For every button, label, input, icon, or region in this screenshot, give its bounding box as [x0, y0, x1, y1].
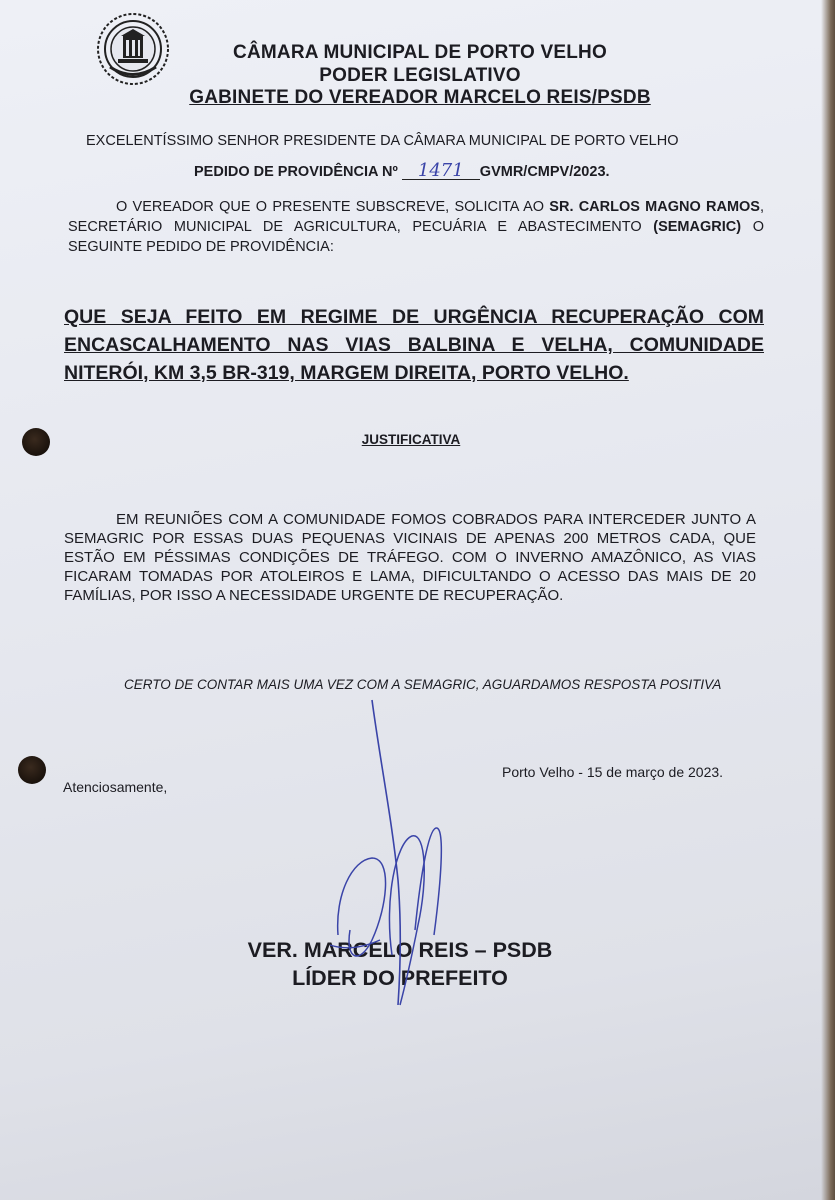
- request-prefix: PEDIDO DE PROVIDÊNCIA Nº: [194, 164, 398, 180]
- addressee: EXCELENTÍSSIMO SENHOR PRESIDENTE DA CÂMARA MUNICIPAL DE PORTO VELHO: [86, 133, 679, 149]
- demand-statement: [64, 303, 764, 387]
- intro-text-1: O VEREADOR QUE O PRESENTE SUBSCREVE, SOLICITA AO: [116, 199, 550, 215]
- demand-line-2: ENCASCALHAMENTO NAS VIAS BALBINA E VELHA, COMUNIDADE: [64, 334, 764, 356]
- header-office: GABINETE DO VEREADOR MARCELO REIS/PSDB: [189, 87, 651, 108]
- justification-text: EM REUNIÕES COM A COMUNIDADE FOMOS COBRADOS PARA INTERCEDER JUNTO A SEMAGRIC POR ESSAS DUAS PEQUENAS VICINAIS DE APENAS 200 METROS CADA, QUE ESTÃO EM PÉSSIMAS CONDIÇÕES DE TRÁFEGO. COM O INVERNO AMAZÔNICO, AS VIAS FICARAM TOMADAS POR ATOLEIROS E LAMA, DIFICULTANDO O ACESSO DAS MAIS DE 20 FAMÍLIAS, POR ISSO A NECESSIDADE URGENTE DE RECUPERAÇÃO.: [64, 511, 756, 604]
- intro-text-3: O SEGUINTE PEDIDO DE PROVIDÊNCIA:: [68, 219, 764, 255]
- header-power: PODER LEGISLATIVO: [319, 65, 521, 86]
- salutation: Atenciosamente,: [63, 779, 168, 795]
- secretary-name: SR. CARLOS MAGNO RAMOS: [549, 199, 760, 215]
- closing-line: CERTO DE CONTAR MAIS UMA VEZ COM A SEMAGRIC, AGUARDAMOS RESPOSTA POSITIVA: [124, 677, 722, 692]
- place-date: Porto Velho - 15 de março de 2023.: [502, 764, 724, 780]
- signer-role: LÍDER DO PREFEITO: [292, 966, 508, 990]
- agency-acronym: (SEMAGRIC): [653, 219, 742, 235]
- punch-hole-bottom: [18, 756, 46, 784]
- demand-line-3: NITERÓI, KM 3,5 BR-319, MARGEM DIREITA, PORTO VELHO.: [64, 362, 629, 384]
- header-chamber-name: CÂMARA MUNICIPAL DE PORTO VELHO: [233, 42, 607, 63]
- punch-hole-top: [22, 428, 50, 456]
- intro-text-2: , SECRETÁRIO MUNICIPAL DE AGRICULTURA, PECUÁRIA E ABASTECIMENTO: [68, 199, 765, 235]
- request-number-handwritten: 1471: [402, 163, 480, 180]
- intro-paragraph: [68, 197, 764, 257]
- justification-title: JUSTIFICATIVA: [361, 432, 461, 447]
- request-suffix: GVMR/CMPV/2023.: [479, 164, 610, 180]
- paper-edge-shadow: [821, 0, 835, 1200]
- demand-line-1: QUE SEJA FEITO EM REGIME DE URGÊNCIA RECUPERAÇÃO COM: [64, 306, 764, 328]
- chamber-seal-icon: [96, 12, 170, 86]
- signer-name: VER. MARCELO REIS – PSDB: [247, 938, 553, 962]
- request-number-line: [194, 160, 644, 181]
